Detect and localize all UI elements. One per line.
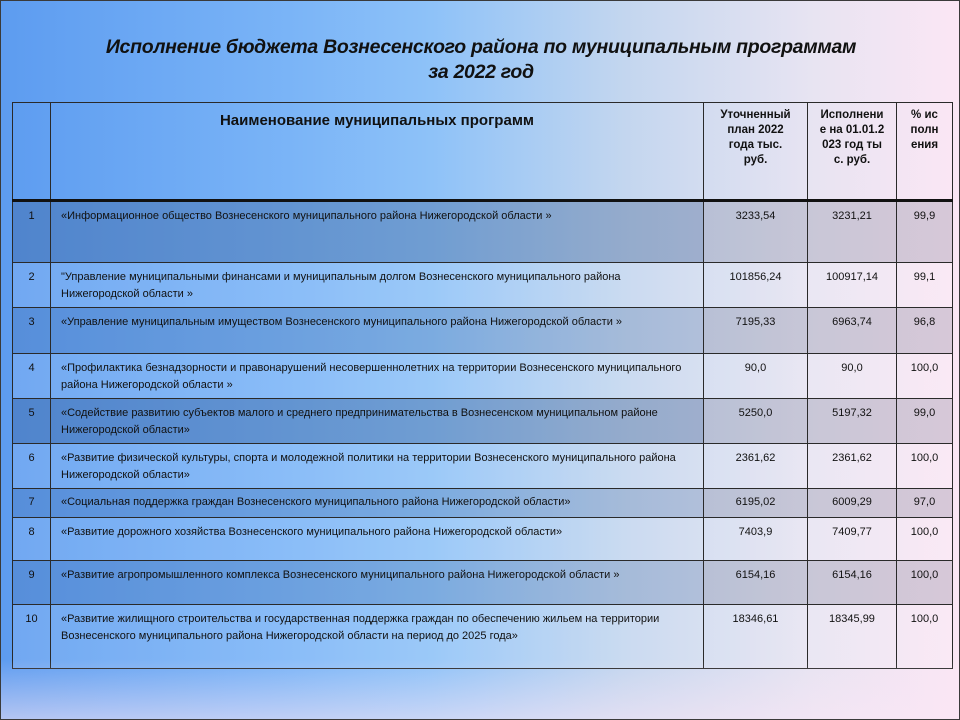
row-number: 4 — [13, 354, 51, 399]
table-row — [13, 308, 953, 354]
table-row — [13, 444, 953, 489]
row-number: 6 — [13, 444, 51, 489]
plan-value: 6154,16 — [704, 561, 808, 605]
table-row — [13, 263, 953, 308]
execution-value: 6154,16 — [808, 561, 897, 605]
table-row — [13, 518, 953, 561]
percent-value: 97,0 — [897, 489, 953, 518]
plan-value: 101856,24 — [704, 263, 808, 308]
table-row — [13, 354, 953, 399]
program-name: «Информационное общество Вознесенского муниципального района Нижегородской области » — [51, 201, 704, 263]
row-number: 2 — [13, 263, 51, 308]
program-name: «Развитие агропромышленного комплекса Вознесенского муниципального района Нижегородской области » — [51, 561, 704, 605]
execution-value: 6009,29 — [808, 489, 897, 518]
percent-value: 100,0 — [897, 561, 953, 605]
plan-value: 18346,61 — [704, 605, 808, 669]
slide-title — [1, 35, 960, 85]
percent-value: 96,8 — [897, 308, 953, 354]
header-plan-line: план 2022 — [727, 124, 784, 136]
percent-value: 100,0 — [897, 444, 953, 489]
plan-value: 90,0 — [704, 354, 808, 399]
percent-value: 100,0 — [897, 354, 953, 399]
row-number: 5 — [13, 399, 51, 444]
header-plan-line: года тыс. — [728, 139, 783, 151]
header-program-name: Наименование муниципальных программ — [51, 103, 704, 201]
plan-value: 3233,54 — [704, 201, 808, 263]
percent-value: 99,9 — [897, 201, 953, 263]
execution-value: 6963,74 — [808, 308, 897, 354]
plan-value: 7403,9 — [704, 518, 808, 561]
program-name: «Развитие дорожного хозяйства Вознесенского муниципального района Нижегородской области» — [51, 518, 704, 561]
program-name: «Развитие жилищного строительства и государственная поддержка граждан по обеспечению жильем на территории Вознесенского муниципального района Нижегородской области на период до 2025 года» — [51, 605, 704, 669]
row-number: 8 — [13, 518, 51, 561]
execution-value: 3231,21 — [808, 201, 897, 263]
header-percent-text: % исполнения — [910, 109, 939, 151]
table-row — [13, 201, 953, 263]
percent-value: 100,0 — [897, 605, 953, 669]
header-plan-line: Уточненный — [720, 109, 791, 121]
row-number: 10 — [13, 605, 51, 669]
header-plan — [704, 103, 808, 201]
table-header-row — [13, 103, 953, 201]
table-row — [13, 561, 953, 605]
execution-value: 7409,77 — [808, 518, 897, 561]
program-name: «Социальная поддержка граждан Вознесенского муниципального района Нижегородской области» — [51, 489, 704, 518]
header-plan-line: руб. — [743, 154, 768, 166]
table-row — [13, 489, 953, 518]
title-line-1: Исполнение бюджета Вознесенского района по муниципальным программам — [105, 36, 857, 58]
plan-value: 7195,33 — [704, 308, 808, 354]
row-number: 7 — [13, 489, 51, 518]
program-name: «Управление муниципальным имуществом Вознесенского муниципального района Нижегородской области » — [51, 308, 704, 354]
percent-value: 99,1 — [897, 263, 953, 308]
header-num — [13, 103, 51, 201]
execution-value: 2361,62 — [808, 444, 897, 489]
row-number: 1 — [13, 201, 51, 263]
header-percent — [897, 103, 953, 201]
execution-value: 5197,32 — [808, 399, 897, 444]
program-name: «Развитие физической культуры, спорта и молодежной политики на территории Вознесенского муниципального района Нижегородской области» — [51, 444, 704, 489]
program-name: «Профилактика безнадзорности и правонарушений несовершеннолетних на территории Вознесенского муниципального района Нижегородской области » — [51, 354, 704, 399]
plan-value: 2361,62 — [704, 444, 808, 489]
program-name: «Содействие развитию субъектов малого и среднего предпринимательства в Вознесенском муниципальном районе Нижегородской области» — [51, 399, 704, 444]
budget-programs-table — [12, 102, 953, 669]
title-line-2: за 2022 год — [428, 61, 534, 83]
plan-value: 6195,02 — [704, 489, 808, 518]
plan-value: 5250,0 — [704, 399, 808, 444]
execution-value: 18345,99 — [808, 605, 897, 669]
table-row — [13, 605, 953, 669]
table-row — [13, 399, 953, 444]
execution-value: 100917,14 — [808, 263, 897, 308]
execution-value: 90,0 — [808, 354, 897, 399]
header-execution-text: Исполнение на 01.01.2023 год тыс. руб. — [819, 109, 885, 166]
percent-value: 99,0 — [897, 399, 953, 444]
percent-value: 100,0 — [897, 518, 953, 561]
row-number: 3 — [13, 308, 51, 354]
header-execution — [808, 103, 897, 201]
program-name: "Управление муниципальными финансами и муниципальным долгом Вознесенского муниципального района Нижегородской области » — [51, 263, 704, 308]
row-number: 9 — [13, 561, 51, 605]
